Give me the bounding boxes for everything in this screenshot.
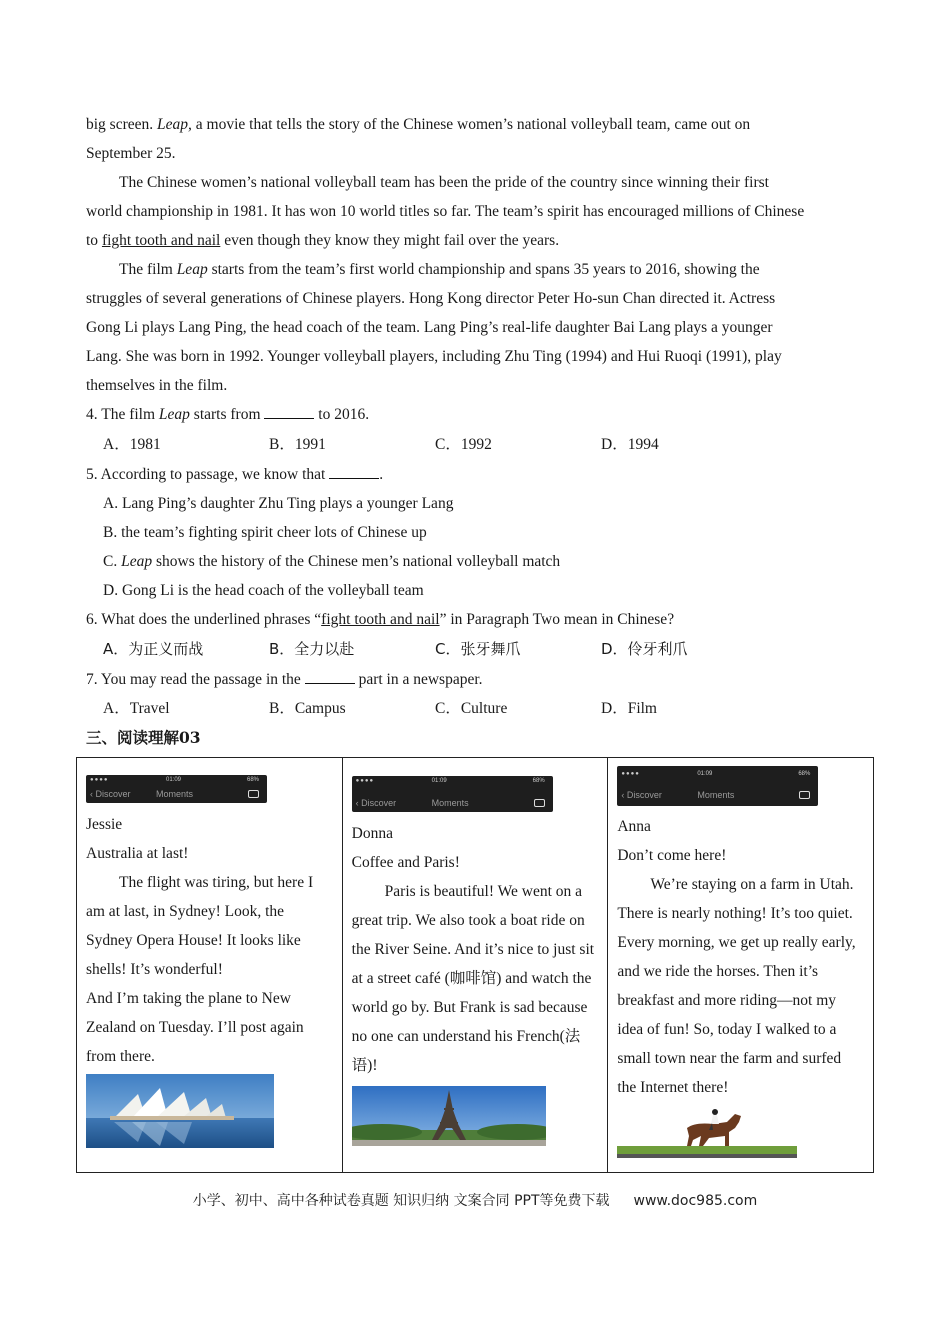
discover-back-button[interactable]: ‹ Discover xyxy=(621,790,662,800)
post-extra: And I’m taking the plane to New Zealand on Tuesday. I’ll post again from there. xyxy=(86,990,304,1065)
answer-blank xyxy=(264,404,314,419)
eiffel-tower-photo xyxy=(352,1086,546,1146)
option-b[interactable]: B. the team’s fighting spirit cheer lots of Chinese up xyxy=(103,524,427,541)
post-donna xyxy=(343,758,609,1172)
phone-status-bar: ●●●● 01:09 68% ‹ Discover Moments xyxy=(617,766,818,806)
discover-back-button[interactable]: ‹ Discover xyxy=(90,789,131,799)
horse-riding-photo xyxy=(617,1106,797,1158)
post-title: Australia at last! xyxy=(86,845,189,862)
option-d[interactable]: D. Gong Li is the head coach of the volleyball team xyxy=(103,582,424,599)
option-c[interactable]: C. Leap shows the history of the Chinese men’s national volleyball match xyxy=(103,553,561,570)
post-title: Don’t come here! xyxy=(617,847,727,864)
paragraph-3: The film Leap starts from the team’s first world championship and spans 35 years to 2016, showing the xyxy=(119,261,760,278)
option-c[interactable]: C．张牙舞爪 xyxy=(435,640,521,658)
post-title: Coffee and Paris! xyxy=(351,854,460,871)
option-a[interactable]: A．为正义而战 xyxy=(103,640,204,658)
post-jessie xyxy=(77,758,343,1172)
camera-icon[interactable] xyxy=(534,799,545,807)
post-anna xyxy=(608,758,873,1172)
phone-status-bar: ●●●● 01:09 68% ‹ Discover Moments xyxy=(86,775,267,803)
option-d[interactable]: D．Film xyxy=(601,700,657,717)
question-6-options xyxy=(86,635,866,664)
discover-back-button[interactable]: ‹ Discover xyxy=(355,798,397,808)
question-5: 5. According to passage, we know that . xyxy=(86,466,384,483)
answer-blank xyxy=(305,669,355,684)
post-author: Anna xyxy=(617,818,651,835)
section-title: 三、阅读理解03 xyxy=(86,728,201,747)
post-author: Donna xyxy=(351,825,393,842)
phone-status-bar: ●●●● 01:09 68% ‹ Discover Moments xyxy=(352,776,553,812)
option-b[interactable]: B．Campus xyxy=(269,700,346,717)
sydney-opera-house-photo xyxy=(86,1074,274,1148)
post-body: We’re staying on a farm in Utah. There is nearly nothing! It’s too quiet. Every morning, we get up really early, and we ride the horses. Then it’s breakfast and more riding—not my idea of fun! So, today I walked to a small town near the farm and surfed the Internet there! xyxy=(617,876,856,1096)
option-d[interactable]: D．伶牙利爪 xyxy=(601,640,688,658)
option-c[interactable]: C．Culture xyxy=(435,700,508,717)
option-b[interactable]: B．1991 xyxy=(269,436,326,453)
option-c[interactable]: C．1992 xyxy=(435,436,492,453)
paragraph-1: big screen. Leap, a movie that tells the story of the Chinese women’s national volleyball team, came out on xyxy=(86,116,751,133)
question-7: 7. You may read the passage in the part in a newspaper. xyxy=(86,671,483,688)
option-a[interactable]: A. Lang Ping’s daughter Zhu Ting plays a younger Lang xyxy=(103,495,454,512)
camera-icon[interactable] xyxy=(799,791,810,799)
option-a[interactable]: A．Travel xyxy=(103,700,170,717)
underlined-phrase: fight tooth and nail xyxy=(101,232,221,249)
question-4: 4. The film Leap starts from to 2016. xyxy=(86,406,370,423)
question-6: 6. What does the underlined phrases “fight tooth and nail” in Paragraph Two mean in Chinese? xyxy=(86,611,675,628)
post-body: The flight was tiring, but here I am at last, in Sydney! Look, the Sydney Opera House! It looks like shells! It’s wonderful! xyxy=(86,874,314,978)
post-body: Paris is beautiful! We went on a great trip. We also took a boat ride on the River Seine. And it’s nice to just sit at a street café (咖啡馆) and watch the world go by. But Frank is sad because no one can understand his French(法语)! xyxy=(351,883,595,1074)
option-a[interactable]: A．1981 xyxy=(103,436,161,453)
answer-blank xyxy=(329,464,379,479)
social-posts-table xyxy=(76,757,874,1173)
option-b[interactable]: B．全力以赴 xyxy=(269,640,355,658)
question-7-options xyxy=(86,694,866,723)
page-footer: 小学、初中、高中各种试卷真题 知识归纳 文案合同 PPT等免费下载 www.doc985.com xyxy=(192,1193,758,1209)
camera-icon[interactable] xyxy=(248,790,259,798)
site-link[interactable]: www.doc985.com xyxy=(633,1193,758,1209)
post-author: Jessie xyxy=(86,816,123,833)
question-4-options xyxy=(86,430,866,459)
reading-passage: big screen. Leap, a movie that tells the story of the Chinese women’s national volleyball team, came out on September 25. The Chinese women’s national volleyball team has been the pride of the country since winning their first world championship in 1981. It has won 10 world titles so far. The team’s spirit has encouraged millions of Chinese to fight tooth and nail even though they know they might fail over the years. The film Leap starts from the team’s first world championship and spans 35 years to 2016, showing the struggles of several generations of Chinese players. Hong Kong director Peter Ho-sun Chan directed it. Actress Gong Li plays Lang Ping, the head coach of the team. Lang Ping’s real-life daughter Bai Lang plays a younger Lang. She was born in 1992. Younger volleyball players, including Zhu Ting (1994) and Hui Ruoqi (1991), play themselves in the film. 4. The film Leap starts from to 2016. A．1981 B．1991 C．1992 D．1994 5. According to passage, we know that . A. Lang Ping’s daughter Zhu Ting plays a younger Lang B. the team’s fighting spirit cheer lots of Chinese up C. Leap shows the history of the Chinese men’s national volleyball match D. Gong Li is the head coach of the volleyball team 6. What does the underlined phrases “fight tooth and nail” in Paragraph Two mean in Chinese? A．为正义而战 B．全力以赴 C．张牙舞爪 D．伶牙利爪 7. You may read the passage in the part in a newspaper. A．Travel B．Campus C．Culture D．Film xyxy=(86,110,866,723)
paragraph-2: The Chinese women’s national volleyball team has been the pride of the country since winning their first xyxy=(119,174,769,191)
option-d[interactable]: D．1994 xyxy=(601,436,659,453)
